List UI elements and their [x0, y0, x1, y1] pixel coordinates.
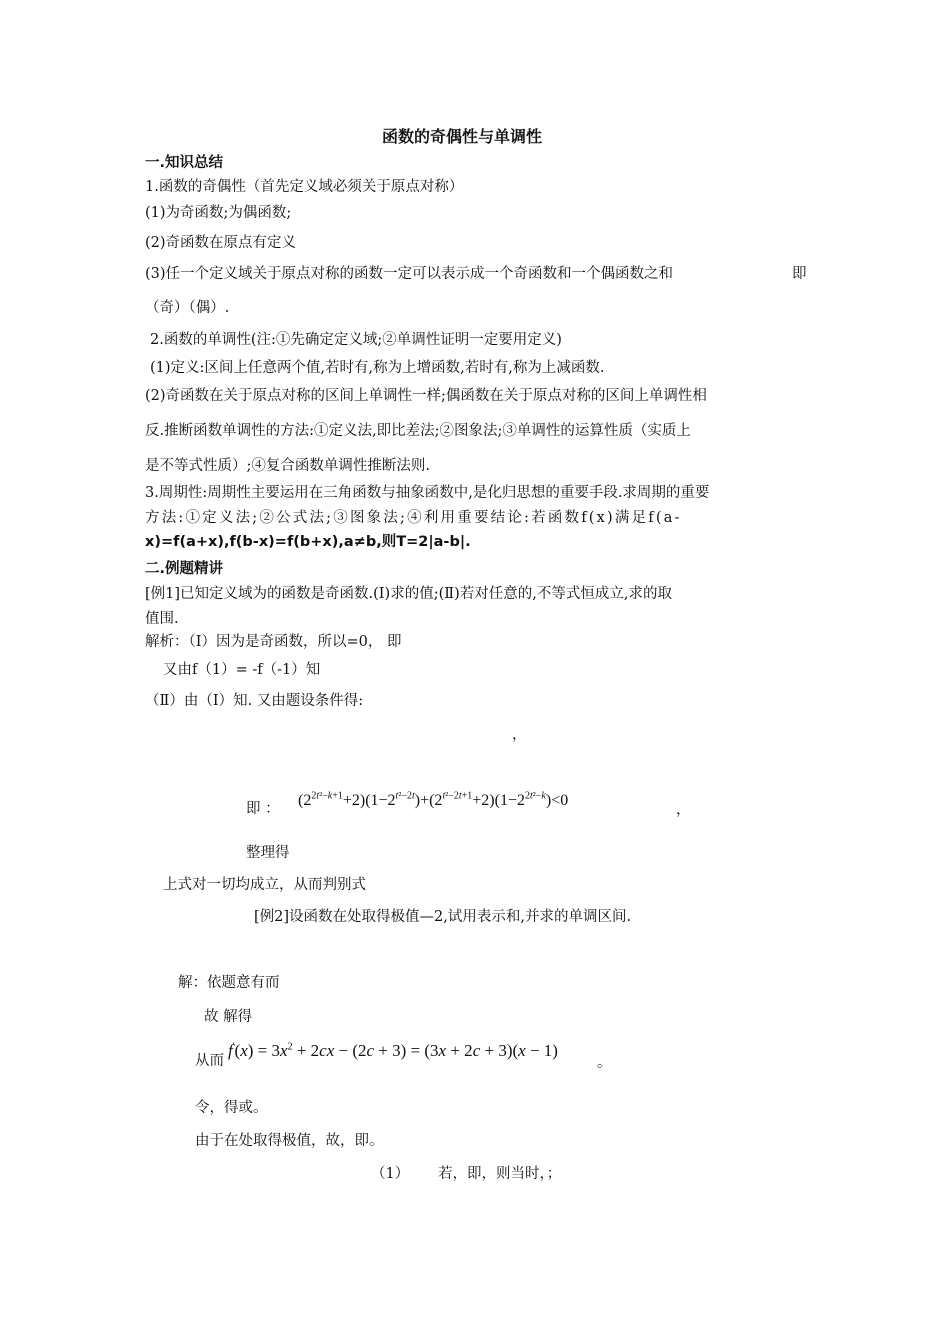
ji-label: 即 ：: [246, 801, 280, 817]
stray-comma: ，: [512, 727, 527, 743]
parity-item-3: (3)任一个定义域关于原点对称的函数一定可以表示成一个奇函数和一个偶函数之和: [145, 266, 674, 282]
formula-comma: ，: [676, 802, 691, 818]
period-line-2: 方法:①定义法;②公式法;③图象法;④利用重要结论:若函数f(x)满足f(a-: [145, 510, 682, 526]
parity-item-3-ji: 即: [792, 266, 807, 282]
solution-1-part-2: 又由f（1）= -f（-1）知: [163, 662, 321, 678]
example-1: [例1]已知定义域为的函数是奇函数.(Ⅰ)求的值;(Ⅱ)若对任意的,不等式恒成立,求的取: [145, 586, 672, 602]
discriminant-line: 上式对一切均成立，从而判别式: [163, 877, 366, 893]
parity-heading: 1.函数的奇偶性（首先定义域必须关于原点对称）: [145, 179, 464, 195]
solution-1-part-1: 解析：（Ⅰ）因为是奇函数，所以=0， 即: [145, 634, 402, 650]
parity-item-2: (2)奇函数在原点有定义: [145, 235, 297, 251]
monotonic-item-2-cont: 反.推断函数单调性的方法:①定义法,即比差法;②图象法;③单调性的运算性质（实质上: [145, 423, 691, 439]
period-line-1: 3.周期性:周期性主要运用在三角函数与抽象函数中,是化归思想的重要手段.求周期的重要: [145, 485, 710, 501]
derivative-formula: $f'(x) = 3x^2 + 2cx - (2c + 3) = (3x + 2c + 3)(x - 1)$: [228, 1041, 558, 1060]
parity-item-3-cont: （奇）（偶）.: [145, 300, 230, 316]
solution-2-part-5: 由于在处取得极值，故，即。: [195, 1133, 384, 1149]
example-2: [例2]设函数在处取得极值—2,试用表示和,并求的单调区间.: [254, 909, 632, 925]
inequality-formula: $(2^{2t^2-k+1}+2)(1-2^{t^2-2t})+(2^{t^2-2t+1}+2)(1-2^{2t^2-k})<0$: [298, 790, 569, 809]
case-number: （1）: [371, 1166, 410, 1182]
page-title: 函数的奇偶性与单调性: [382, 127, 543, 146]
section-heading-2: 二.例题精讲: [145, 561, 224, 577]
period-line-3: x)=f(a+x),f(b-x)=f(b+x),a≠b,则T=2|a-b|.: [145, 534, 471, 550]
solution-2-part-3: 从而: [195, 1053, 224, 1069]
example-1-cont: 值围.: [145, 611, 179, 627]
zhengli-label: 整理得: [246, 845, 290, 861]
solution-1-part-3: （Ⅱ）由（Ⅰ）知. 又由题设条件得:: [145, 693, 364, 709]
monotonic-heading: 2.函数的单调性(注:①先确定定义域;②单调性证明一定要用定义): [150, 332, 562, 348]
formula-period: 。: [597, 1055, 612, 1071]
solution-2-part-1: 解：依题意有而: [178, 975, 280, 991]
solution-2-part-4: 令，得或。: [195, 1100, 268, 1116]
section-heading-1: 一.知识总结: [145, 155, 224, 171]
parity-item-1: (1)为奇函数;为偶函数;: [145, 205, 292, 221]
solution-2-case-1: 若，即，则当时，；: [438, 1166, 562, 1182]
monotonic-item-1: (1)定义:区间上任意两个值,若时有,称为上增函数,若时有,称为上减函数.: [150, 360, 605, 376]
solution-2-part-2: 故 解得: [204, 1009, 253, 1025]
monotonic-item-2: (2)奇函数在关于原点对称的区间上单调性一样;偶函数在关于原点对称的区间上单调性相: [145, 388, 707, 404]
monotonic-item-2-end: 是不等式性质）;④复合函数单调性推断法则.: [145, 458, 430, 474]
